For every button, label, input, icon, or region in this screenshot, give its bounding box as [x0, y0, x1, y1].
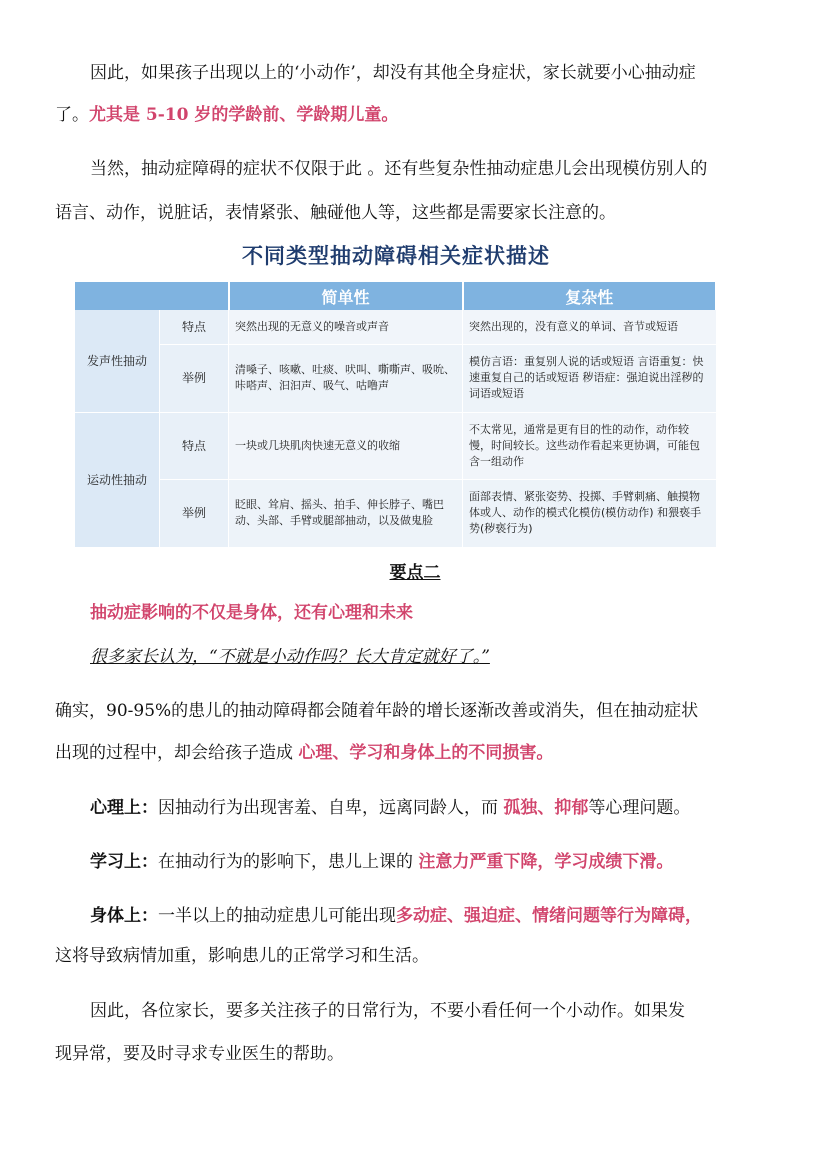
section-subtitle: 抽动症影响的不仅是身体，还有心理和未来 [90, 603, 413, 623]
psych-highlight: 孤独、抑郁 [503, 798, 589, 818]
header-complex: 复杂性 [463, 282, 717, 310]
category-vocal: 发声性抽动 [75, 310, 160, 412]
header-simple: 简单性 [229, 282, 463, 310]
motor-example-simple: 眨眼、耸肩、摇头、拍手、伸长脖子、嘴巴动、头部、手臂或腿部抽动，以及做鬼脸 [229, 479, 463, 547]
vocal-feature-simple: 突然出现的无意义的噪音或声音 [229, 310, 463, 344]
para2-line2: 语言、动作，说脏话，表情紧张、触碰他人等，这些都是需要家长注意的。 [55, 203, 616, 223]
para4-line1: 因此，各位家长，要多关注孩子的日常行为，不要小看任何一个小动作。如果发 [90, 1001, 685, 1021]
body-text: 一半以上的抽动症患儿可能出现 [158, 906, 396, 926]
symptom-table [75, 282, 717, 548]
study-text: 在抽动行为的影响下，患儿上课的 [158, 852, 419, 872]
motor-feature-complex: 不太常见，通常是更有目的性的动作，动作较慢，时间较长。这些动作看起来更协调，可能包含一组动作 [463, 412, 717, 479]
body-line1 [90, 905, 702, 927]
vocal-example-simple: 清嗓子、咳嗽、吐痰、吠叫、嘶嘶声、吸吮、咔嗒声、汩汩声、吸气、咕噜声 [229, 344, 463, 412]
vocal-feature-complex: 突然出现的，没有意义的单词、音节或短语 [463, 310, 717, 344]
vocal-example-label: 举例 [160, 344, 229, 412]
motor-feature-label: 特点 [160, 412, 229, 479]
symptom-table-figure [75, 236, 717, 550]
vocal-example-complex: 模仿言语：重复别人说的话或短语 言语重复：快速重复自己的话或短语 秽语症：强迫说出淫秽的词语或短语 [463, 344, 717, 412]
body-line2: 这将导致病情加重，影响患儿的正常学习和生活。 [55, 946, 429, 966]
para1-highlight: 尤其是 5-10 岁的学龄前、学龄期儿童。 [89, 105, 399, 125]
para1-line2 [55, 104, 398, 126]
para2-line1: 当然，抽动症障碍的症状不仅限于此 。还有些复杂性抽动症患儿会出现模仿别人的 [90, 159, 708, 179]
section-heading [380, 562, 450, 584]
para1-line1: 因此，如果孩子出现以上的‘小动作’，却没有其他全身症状，家长就要小心抽动症 [90, 63, 696, 83]
para1-line2-text: 了。 [55, 105, 89, 125]
motor-feature-simple: 一块或几块肌肉快速无意义的收缩 [229, 412, 463, 479]
psych-text: 因抽动行为出现害羞、自卑，远离同龄人，而 [158, 798, 504, 818]
category-motor: 运动性抽动 [75, 412, 160, 547]
vocal-feature-label: 特点 [160, 310, 229, 344]
body-highlight: 多动症、强迫症、情绪问题等行为障碍， [396, 906, 702, 926]
para3-highlight: 心理、学习和身体上的不同损害。 [298, 743, 554, 763]
motor-example-label: 举例 [160, 479, 229, 547]
psych-label: 心理上： [90, 798, 158, 818]
study-label: 学习上： [90, 852, 158, 872]
study-highlight: 注意力严重下降，学习成绩下滑。 [418, 852, 674, 872]
study-line [90, 851, 673, 873]
para4-line2: 现异常，要及时寻求专业医生的帮助。 [55, 1044, 344, 1064]
para3-line2-text: 出现的过程中，却会给孩子造成 [55, 743, 299, 763]
figure-title: 不同类型抽动障碍相关症状描述 [242, 244, 550, 268]
section-heading-text: 要点二 [389, 563, 441, 583]
parent-quote: 很多家长认为，“不就是小动作吗？长大肯定就好了。” [90, 647, 490, 667]
para3-line1: 确实，90-95%的患儿的抽动障碍都会随着年龄的增长逐渐改善或消失，但在抽动症状 [55, 701, 699, 721]
psych-line [90, 797, 690, 819]
psych-tail: 等心理问题。 [588, 798, 691, 818]
body-label: 身体上： [90, 906, 158, 926]
header-blank [75, 282, 229, 310]
para3-line2 [55, 742, 553, 764]
motor-example-complex: 面部表情、紧张姿势、投掷、手臂刺痛、触摸物体或人、动作的模式化模仿(模仿动作) 和猥亵手势(秽亵行为) [463, 479, 717, 547]
